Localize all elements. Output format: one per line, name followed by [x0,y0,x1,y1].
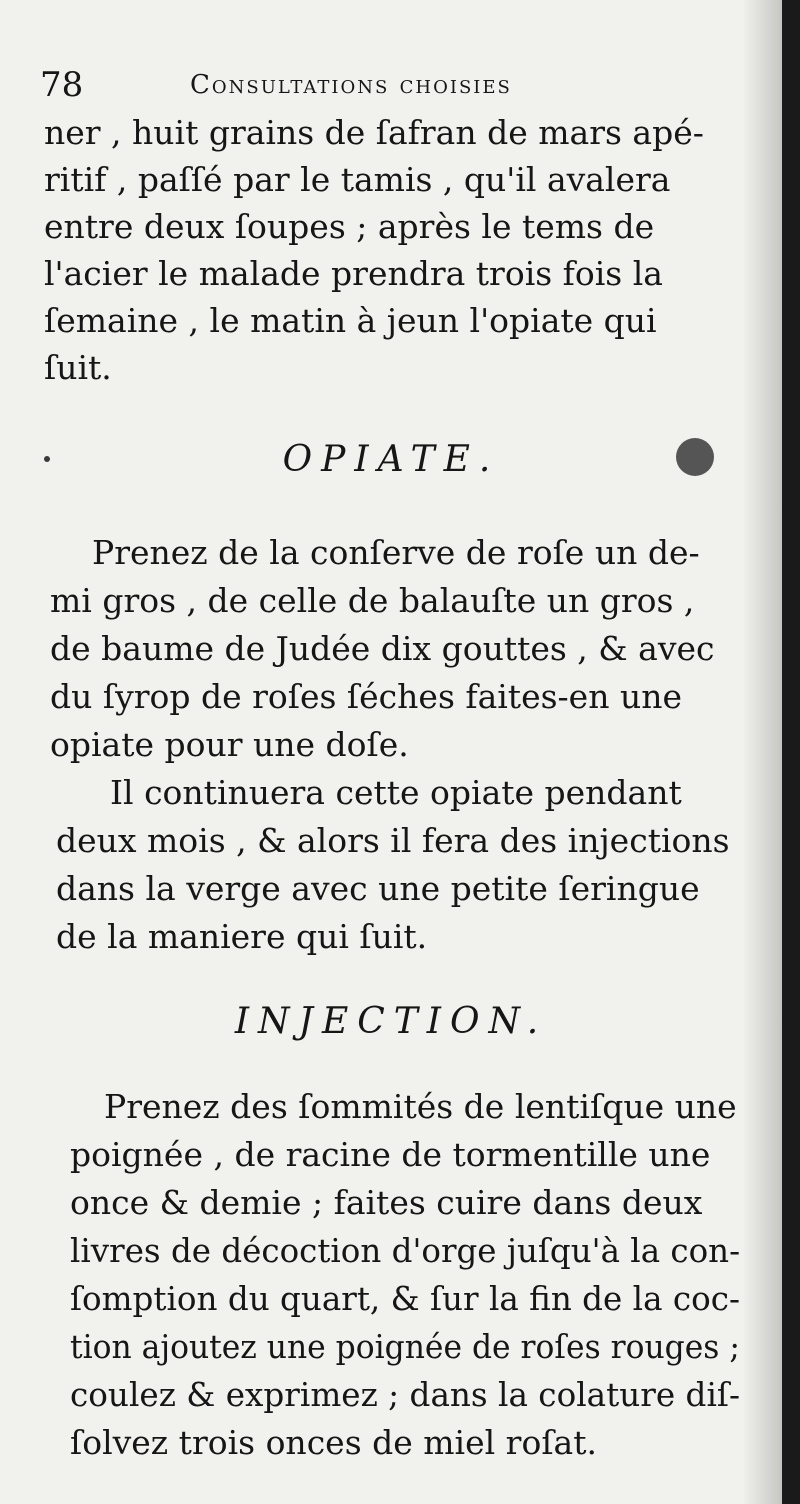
text-line: entre deux ſoupes ; après le tems de [44,207,655,246]
text-line: Prenez de la conſerve de roſe un de- [92,533,700,572]
text-line: tion ajoutez une poignée de roſes rouges ; [70,1327,740,1366]
print-speck [44,456,50,462]
text-line: Prenez des ſommités de lentiſque une [104,1087,737,1126]
ink-blot [676,438,714,476]
text-line: ner , huit grains de ſafran de mars apé- [44,113,704,152]
text-line: de baume de Judée dix gouttes , & avec [50,629,715,668]
text-line: coulez & exprimez ; dans la colature diſ- [70,1375,741,1414]
section-heading-opiate: OPIATE. [282,439,500,480]
text-line: poignée , de racine de tormentille une [70,1135,711,1174]
text-line: livres de décoction d'orge juſqu'à la con- [70,1231,741,1270]
text-line: du ſyrop de roſes ſéches faites-en une [50,677,682,716]
text-line: ſolvez trois onces de miel roſat. [70,1423,597,1462]
text-line: once & demie ; faites cuire dans deux [70,1183,703,1222]
text-line: ſomption du quart, & ſur la fin de la coc- [70,1279,740,1318]
text-line: mi gros , de celle de balauſte un gros , [50,581,695,620]
page-header [40,58,740,112]
section-heading-injection: INJECTION. [234,1001,548,1042]
text-line: de la maniere qui ſuit. [56,917,428,956]
text-line: Il continuera cette opiate pendant [110,773,682,812]
text-line: ritif , paſſé par le tamis , qu'il avalera [44,160,671,199]
page-number: 78 [40,65,84,105]
text-line: l'acier le malade prendra trois fois la [44,254,663,293]
text-line: opiate pour une doſe. [50,725,409,764]
text-line: dans la verge avec une petite ſeringue [56,869,700,908]
text-line: ſemaine , le matin à jeun l'opiate qui [44,301,657,340]
text-line: deux mois , & alors il fera des injections [56,821,730,860]
running-head: Consultations choisies [190,70,512,100]
text-line: ſuit. [44,348,112,387]
